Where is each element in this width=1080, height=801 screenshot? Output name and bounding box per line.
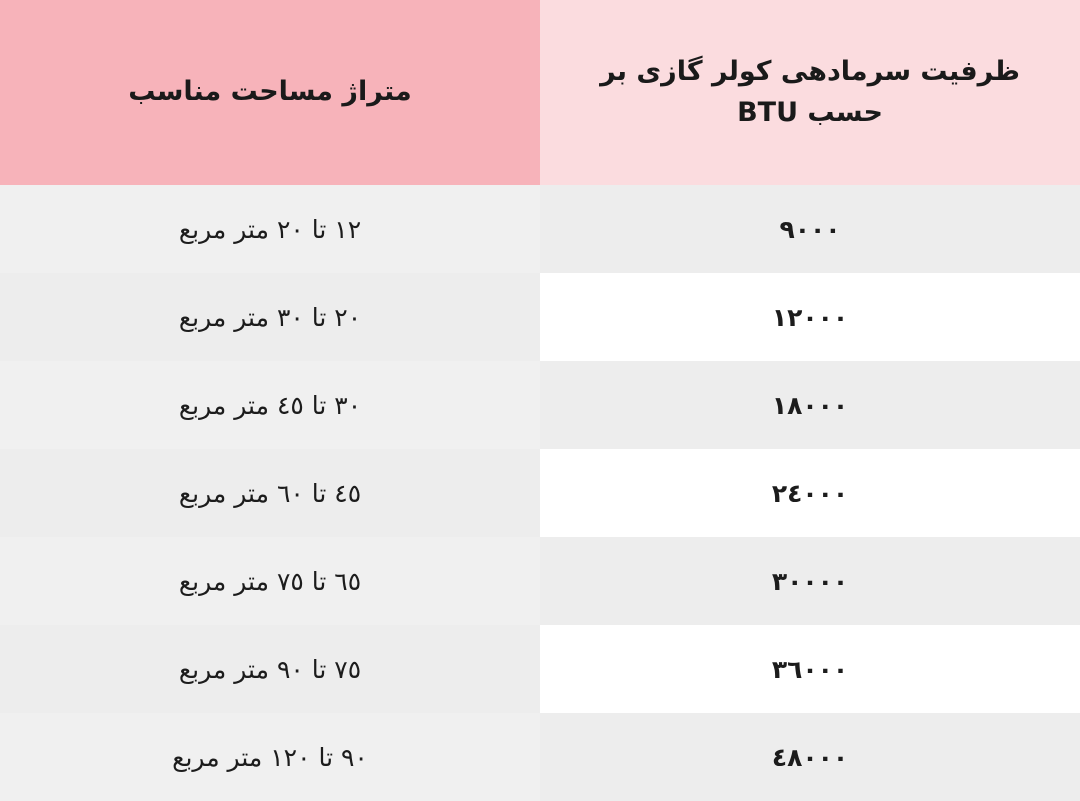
cell-capacity: ٣٦٠٠٠ xyxy=(540,625,1080,713)
cell-area: ٦٥ تا ٧٥ متر مربع xyxy=(0,537,540,625)
table-row xyxy=(0,625,1080,713)
cell-area: ١٢ تا ٢٠ متر مربع xyxy=(0,185,540,273)
cell-area: ٧٥ تا ٩٠ متر مربع xyxy=(0,625,540,713)
table-body xyxy=(0,185,1080,801)
table-row xyxy=(0,449,1080,537)
table-row xyxy=(0,185,1080,273)
cell-area: ٩٠ تا ١٢٠ متر مربع xyxy=(0,713,540,801)
cell-capacity: ١٨٠٠٠ xyxy=(540,361,1080,449)
cell-area: ٤٥ تا ٦٠ متر مربع xyxy=(0,449,540,537)
table-row xyxy=(0,361,1080,449)
column-header-area: متراژ مساحت مناسب xyxy=(0,0,540,185)
cell-area: ٣٠ تا ٤٥ متر مربع xyxy=(0,361,540,449)
cell-capacity: ٤٨٠٠٠ xyxy=(540,713,1080,801)
table-row xyxy=(0,537,1080,625)
cell-area: ٢٠ تا ٣٠ متر مربع xyxy=(0,273,540,361)
table-row xyxy=(0,713,1080,801)
cell-capacity: ٣٠٠٠٠ xyxy=(540,537,1080,625)
table-header-row xyxy=(0,0,1080,185)
column-header-capacity: ظرفیت سرمادهی کولر گازی بر حسب BTU xyxy=(540,0,1080,185)
table-header xyxy=(0,0,1080,185)
cell-capacity: ١٢٠٠٠ xyxy=(540,273,1080,361)
cell-capacity: ٢٤٠٠٠ xyxy=(540,449,1080,537)
cell-capacity: ٩٠٠٠ xyxy=(540,185,1080,273)
table-row xyxy=(0,273,1080,361)
